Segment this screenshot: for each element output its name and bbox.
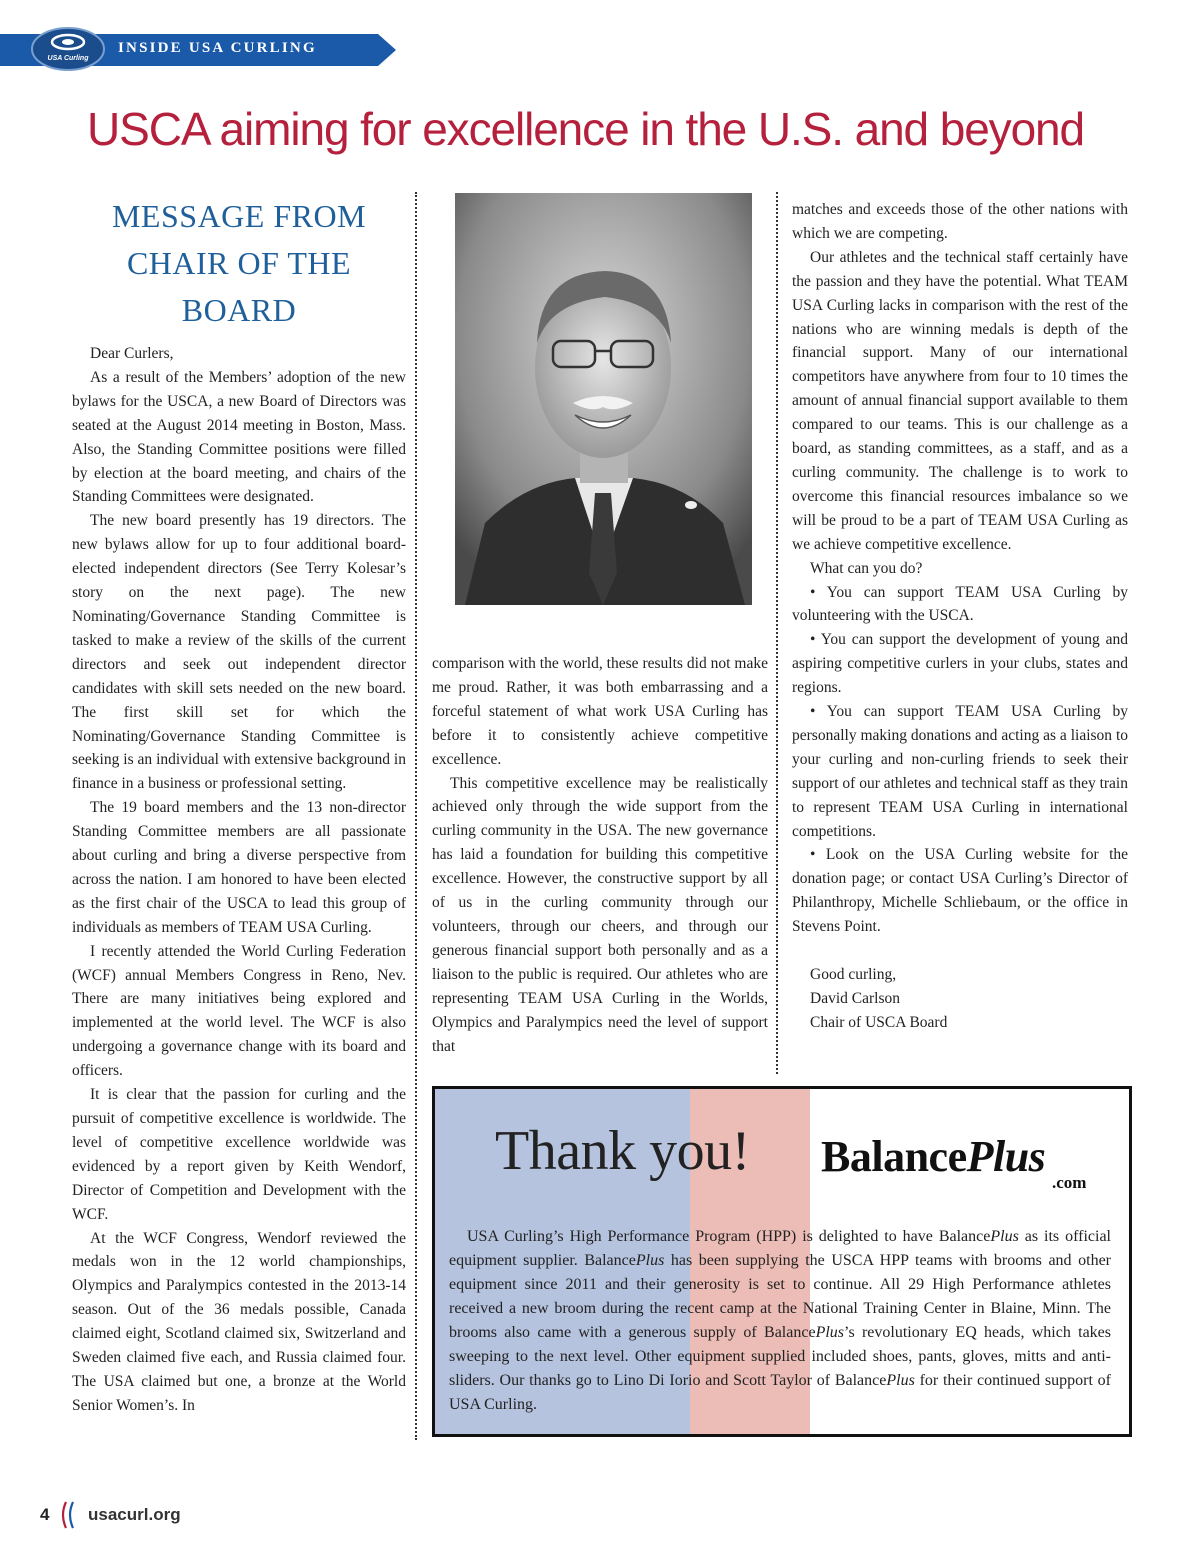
ad-text-segment: for their continued support of USA Curling. xyxy=(449,1372,1111,1413)
brand-plus: Plus xyxy=(966,1132,1046,1181)
ad-text-segment: Plus xyxy=(990,1228,1019,1245)
brand-main: Balance xyxy=(821,1132,967,1181)
paragraph: The new board presently has 19 directors. The new bylaws allow for up to four additional board-elected independent directors (See Terry Kolesar’s story on the next page). The new Nominating/Governance Standing Committee is tasked to make a review of the skills of the current directors and seek out independent director candidates with skill sets needed on the new board. The first skill set for which the Nominating/Governance Standing Committee is seeking is an individual with extensive background in finance in a business or professional setting. xyxy=(72,512,406,793)
page-number: 4 xyxy=(40,1505,50,1524)
bullet-item: • Look on the USA Curling website for the donation page; or contact USA Curling’s Director of Philanthropy, Michelle Schliebaum, or the office in Stevens Point. xyxy=(792,846,1128,936)
usa-curling-logo xyxy=(30,26,106,72)
ad-text-segment: Plus xyxy=(886,1372,915,1389)
thank-you-heading: Thank you! xyxy=(495,1120,750,1182)
ad-text-segment: ’s revolutionary EQ heads, which takes sweeping to the next level. Other equipment supplied included shoes, pants, gloves, mitts and anti-sliders. Our thanks go to Lino Di Iorio and Scott Taylor of Balance xyxy=(449,1324,1111,1389)
column-1 xyxy=(72,342,406,1418)
paragraph: The 19 board members and the 13 non-director Standing Committee members are all passionate about curling and bring a diverse perspective from across the nation. I am honored to have been elected as the first chair of the USCA to lead this group of individuals as members of TEAM USA Curling. xyxy=(72,799,406,936)
paragraph: I recently attended the World Curling Federation (WCF) annual Members Congress in Reno, Nev. There are many initiatives being explored and implemented at the world level. The WCF is also undergoing a governance change with its board and officers. xyxy=(72,942,406,1080)
paragraph: comparison with the world, these results did not make me proud. Rather, it was both embarrassing and a forceful statement of what work USA Curling has before it to consistently achieve competitive excellence. xyxy=(432,655,768,768)
logo-text: USA Curling xyxy=(47,55,89,62)
signoff-title: Chair of USCA Board xyxy=(810,1013,948,1031)
ad-text-segment: has been supplying the USCA HPP teams with brooms and other equipment since 2011 and their generosity is set to continue. All 29 High Performance athletes received a new broom during the recent camp at the National Training Center in Blaine, Minn. The brooms also came with a generous supply of Balance xyxy=(449,1252,1111,1341)
column-divider xyxy=(776,192,778,1074)
ad-text-segment: USA Curling’s High Performance Program (HPP) is delighted to have Balance xyxy=(467,1228,991,1245)
message-title-line: MESSAGE FROM xyxy=(111,198,367,234)
section-label: INSIDE USA CURLING xyxy=(118,40,317,56)
signoff-name: David Carlson xyxy=(810,990,900,1007)
footer-url-link[interactable]: usacurl.org xyxy=(88,1505,181,1524)
balanceplus-logo xyxy=(821,1131,1045,1182)
bullet-item: • You can support TEAM USA Curling by personally making donations and acting as a liaison to your curling and non-curling friends to seek their support of our athletes and technical staff as they train to represent TEAM USA Curling in international competitions. xyxy=(792,703,1128,840)
ad-body xyxy=(449,1225,1111,1417)
paragraph: It is clear that the passion for curling and the pursuit of competitive excellence is worldwide. The level of competitive excellence worldwide was evidenced by a report given by Keith Wendorf, Director of Competition and Development with the WCF. xyxy=(72,1086,406,1223)
paragraph: Our athletes and the technical staff certainly have the passion and they have the potential. What TEAM USA Curling lacks in comparison with the rest of the nations who are winning medals is depth of the financial support. Many of our international competitors have anywhere from four to 10 times the amount of annual financial support available to them compared to our teams. This is our challenge as a board, as standing committees, as a staff, and as a curling community. The challenge is to work to overcome this financial resources imbalance so we will be proud to be a part of TEAM USA Curling as we achieve competitive excellence. xyxy=(792,248,1128,553)
ad-text-segment: as its official equipment supplier. Balance xyxy=(449,1228,1111,1269)
ad-text-segment: Plus xyxy=(635,1252,665,1269)
ad-text-segment: Plus xyxy=(815,1324,845,1341)
bullet-item: • You can support the development of young and aspiring competitive curlers in your clubs, states and regions. xyxy=(792,631,1128,697)
portrait-photo xyxy=(455,193,752,605)
paragraph: As a result of the Members’ adoption of the new bylaws for the USCA, a new Board of Directors was seated at the August 2014 meeting in Boston, Mass. Also, the Standing Committee positions were filled by election at the board meeting, and chairs of the Standing Committees were designated. xyxy=(72,368,406,506)
message-title xyxy=(80,193,398,334)
sponsor-ad xyxy=(432,1086,1132,1437)
signoff-line: Good curling, xyxy=(810,966,897,984)
message-title-line: BOARD xyxy=(181,292,297,328)
message-title-line: CHAIR OF THE xyxy=(126,245,352,281)
bullet-item: • You can support TEAM USA Curling by volunteering with the USCA. xyxy=(792,583,1128,625)
paragraph: At the WCF Congress, Wendorf reviewed the medals won in the 12 world championships, Olympics and Paralympics contested in the 2013-14 season. Out of the 36 medals possible, Canada claimed eight, Scotland claimed six, Switzerland and Sweden claimed five each, and Russia claimed four. The USA claimed but one, a bronze at the World Senior Women’s. In xyxy=(72,1229,406,1414)
column-3 xyxy=(792,198,1128,1035)
balanceplus-com: .com xyxy=(1052,1173,1087,1192)
column-divider xyxy=(415,192,417,1440)
paragraph: This competitive excellence may be realistically achieved only through the wide support from the curling community in the USA. The new governance has laid a foundation for building this competitive excellence. However, the constructive support by all of us in the curling community through our volunteers, through our cheers, and through our generous financial support both personally and as a liaison to the public is required. Our athletes who are representing TEAM USA Curling in the Worlds, Olympics and Paralympics need the level of support that xyxy=(432,774,768,1055)
salutation: Dear Curlers, xyxy=(90,345,174,362)
paragraph: matches and exceeds those of the other nations with which we are competing. xyxy=(792,201,1128,242)
paragraph: What can you do? xyxy=(810,559,923,577)
column-2 xyxy=(432,652,768,1058)
headline: USCA aiming for excellence in the U.S. and beyond xyxy=(87,103,1085,155)
footer-parenthesis-icon xyxy=(60,1500,82,1530)
